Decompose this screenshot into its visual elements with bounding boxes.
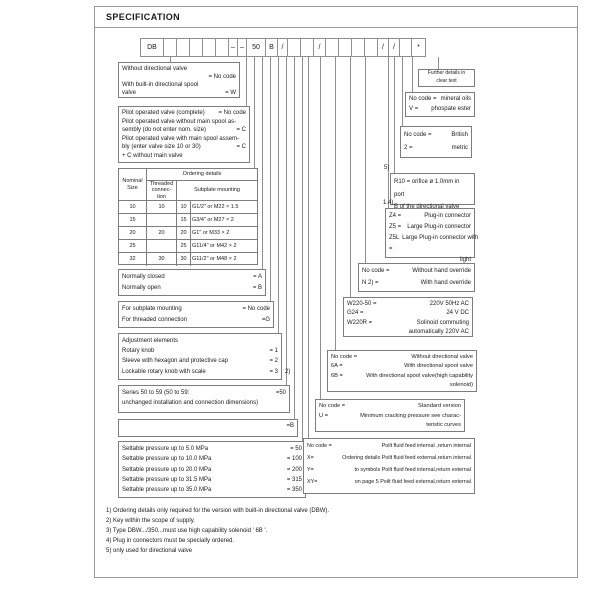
connector-line [302,57,303,441]
settable-pressure-box: Settable pressure up to 5.0 MPa = 50 Settable pressure up to 10.0 MPa = 100 Settable pressure up to 20.0 MPa = 200 Settable pressure up to 31.5 MPa = 315 Settable pressure up to 35.0 MPa = 350 [118,441,306,498]
connector-line [262,57,263,269]
table-cell [147,240,177,253]
table-cell: G11/2" or M48 × 2 [192,256,237,263]
connector-line [320,57,321,399]
footnote-ref-1-4: 1.4) [383,200,394,206]
further-details-box: Further details in clear text [418,69,475,87]
code-cell [325,38,339,57]
table-cell: G1" or M33 × 2 [191,227,257,240]
mounting-type-box: For subplate mounting = No code For threaded connection =G [118,301,274,328]
hand-override-box: No code = Without hand override N 2) = With hand override [358,263,475,292]
adjustment-elements-box: Adjustment elements Rotary knob = 1 Sleeve with hexagon and protective cap = 2 Lockable rotary knob with scale = 3 [118,333,282,380]
pilot-feed-box: No code = Poilt fluid feed internal ,return internal X= Ordering details Poilt fluid feed external,return internal Y= to symbols Poilt fluid feed internal,return external XY= on page 5 Poilt fluid feed external,return external [303,438,475,494]
connector-line [402,57,403,126]
orifice-box: R10 = orifice ø 1.0mm in port [390,173,475,205]
table-cell: 10 [147,201,177,214]
code-cell-series: 50 [246,38,266,57]
connector-line [394,57,395,173]
code-cell [351,38,365,57]
connector-line [438,57,439,69]
connector-line [278,57,279,333]
col-header-subplate: Subplate mounting [177,181,257,201]
footnote: 4) Plug in connectors must be specially ordered. [106,538,235,544]
code-cell: DB [140,38,164,57]
footnote: 5) only used for directional valve [106,548,193,554]
connector-line [286,57,287,385]
fluid-type-box: No code = mineral oils V = phospate ester [405,92,475,117]
table-cell: G3/4" or M27 × 2 [191,214,257,227]
version-box: No code = Standard version U = Minimum cracking pressure see charac- teristic curves [315,399,465,432]
page-title: SPECIFICATION [106,12,181,22]
table-cell: 25 [119,240,147,253]
table-cell: 10 [119,201,147,214]
directional-valve-box: Without directional valve = No code With built-in directional spool valve = W [118,62,240,98]
connector-line [270,57,271,301]
table-cell [147,214,177,227]
connector-line [365,57,366,263]
connector-line [294,57,295,419]
table-cell: G1/2" or M22 × 1.5 [191,201,257,214]
code-cell-dash: – [237,38,247,57]
footnote: 1) Ordering details only required for the version with built-in directional valve (DBW). [106,508,330,514]
connector-line [412,57,413,92]
col-header-threaded: Threaded connec- tion [147,181,177,201]
solenoid-voltage-box: W220-50 = 220V 50Hz AC G24 = 24 V DC W220R = Solinoid commuting automatically 220V AC [343,297,473,337]
normally-closed-open-box: Normally closed = A Normally open = B [118,269,266,296]
table-cell: 30 [147,253,177,266]
table-cell: G11/4" or M42 × 2 [191,240,257,253]
table-cell: 20 [147,227,177,240]
pilot-operated-box: Pilot operated valve (complete) = No code Pilot operated valve without main spool as- sembly (do not enter nom. size) = C Pilot operated valve with main spool assem- bly (enter valve size 10 or 30) = C + C without main valve [118,106,250,163]
code-cell [163,38,177,57]
table-cell: 10 [177,201,191,214]
ordering-details-table [118,168,258,265]
code-cell [364,38,378,57]
series-box: Series 50 to 59 (50 to 59: =50 unchanged installation and connection dimensions) [118,385,290,413]
code-cell [338,38,352,57]
code-cell [215,38,229,57]
table-cell: 20 [119,227,147,240]
connector-line [308,57,309,438]
code-cell [287,38,301,57]
model-code-row [140,38,426,57]
code-cell [176,38,190,57]
table-cell: 30 [177,253,191,266]
directional-spool-valve-box: No code = Without directional valve 6A = With directional spool valve 6B = With directional spool valve(high capability solenoid) [327,350,477,392]
code-cell-slash: / [388,38,400,57]
thread-units-box: No code = British 2 = metric [400,126,472,158]
connector-line [388,57,389,208]
table-cell: 32 [119,253,147,266]
footnotes [106,506,426,556]
b-code-box: =B [118,419,298,437]
table-cell: 15 [177,214,191,227]
code-cell [202,38,216,57]
table-cell: 25 [177,240,191,253]
connector-line [335,57,336,350]
code-cell-dash: – [228,38,238,57]
connector-line [246,57,247,106]
table-title: Ordering details [147,169,257,181]
code-cell-b: B [265,38,278,57]
table-cell: 15 [119,214,147,227]
table-cell: 20 [177,227,191,240]
code-cell-slash: / [313,38,326,57]
footnote-ref-2: 2) [285,369,291,375]
connector-line [350,57,351,297]
code-cell [189,38,203,57]
code-cell-slash: / [277,38,288,57]
footnote-ref-5: 5) [384,165,390,171]
col-header-nominal-size: Nominal Size [119,169,147,201]
header-divider [94,27,578,28]
connector-line [254,57,255,168]
code-cell [300,38,314,57]
footnote: 3) Type DBW.../350...must use high capability solenoid ' 6B '. [106,528,268,534]
code-cell-star: * [411,38,426,57]
footnote: 2) Key within the scope of supply. [106,518,195,524]
plug-connector-box: Z4 = Plug-in connector Z5 = Large Plug-in connector Z5L = Large Plug-in connector with light [385,208,475,258]
code-cell-slash: / [377,38,389,57]
